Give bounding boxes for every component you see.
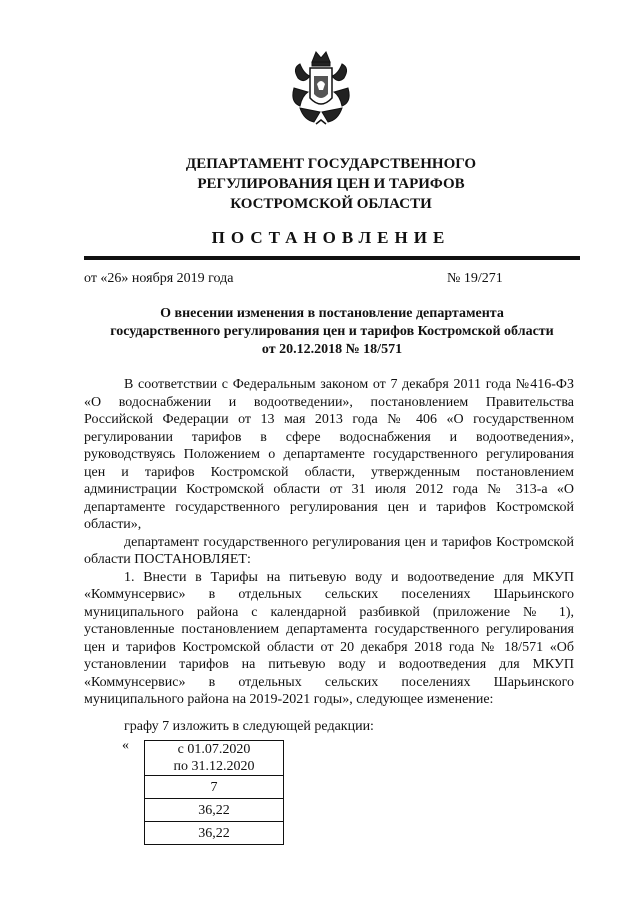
subject-line-1: О внесении изменения в постановление департамента — [160, 306, 504, 321]
subject-line-2: государственного регулирования цен и тарифов Костромской области — [110, 324, 554, 339]
column-number-cell: 7 — [145, 776, 284, 799]
dept-line-3: КОСТРОМСКОЙ ОБЛАСТИ — [230, 196, 432, 212]
tariff-value-cell: 36,22 — [145, 822, 284, 845]
subject-line-3: от 20.12.2018 № 18/571 — [261, 342, 403, 357]
body-paragraph-1: В соответствии с Федеральным законом от 7 декабря 2011 года №416-ФЗ «О водоснабжении и водоотведении», постановлением Правительства Российской Федерации от 13 мая 2013 года № 406 «О государственном регулировании тарифов в сфере водоснабжения и водоотведения», руководствуясь Положением о департаменте государственного регулирования цен и тарифов Костромской области, утвержденным постановлением администрации Костромской области от 31 июля 2012 года № 313-а «О департаменте государственного регулирования цен и тарифов Костромской области», — [84, 377, 574, 532]
tariff-value-cell: 36,22 — [145, 799, 284, 822]
table-row — [145, 741, 284, 776]
table-row — [145, 822, 284, 845]
open-quote: « — [122, 738, 129, 753]
document-subject — [84, 305, 580, 359]
document-number: № 19/271 — [447, 271, 503, 286]
body-paragraph-4: графу 7 изложить в следующей редакции: — [124, 719, 374, 734]
dept-line-2: РЕГУЛИРОВАНИЯ ЦЕН И ТАРИФОВ — [197, 176, 465, 192]
period-cell — [145, 741, 284, 776]
dept-line-1: ДЕПАРТАМЕНТ ГОСУДАРСТВЕННОГО — [185, 156, 477, 172]
period-from: с 01.07.2020 — [177, 742, 251, 757]
document-body — [84, 376, 574, 709]
body-paragraph-2: департамент государственного регулирования цен и тарифов Костромской области ПОСТАНОВЛЯЕТ: — [84, 534, 574, 567]
period-to: по 31.12.2020 — [173, 759, 255, 774]
department-name — [100, 154, 562, 214]
coat-of-arms-emblem — [290, 48, 352, 128]
header-rule — [84, 256, 580, 260]
table-row — [145, 799, 284, 822]
tariff-table — [144, 740, 284, 845]
document-date: от «26» ноября 2019 года — [84, 271, 234, 286]
table-row — [145, 776, 284, 799]
body-paragraph-3: 1. Внести в Тарифы на питьевую воду и водоотведение для МКУП «Коммунсервис» в отдельных сельских поселениях Шарьинского муниципального района с календарной разбивкой (приложение № 1), установленные постановлением департамента государственного регулирования цен и тарифов Костромской области от 20 декабря 2018 года № 18/571 «Об установлении тарифов на питьевую воду и водоотведения для МКУП «Коммунсервис» в отдельных сельских поселениях Шарьинского муниципального района на 2019-2021 годы», следующее изменение: — [84, 569, 574, 707]
document-type-title: ПОСТАНОВЛЕНИЕ — [211, 228, 451, 247]
